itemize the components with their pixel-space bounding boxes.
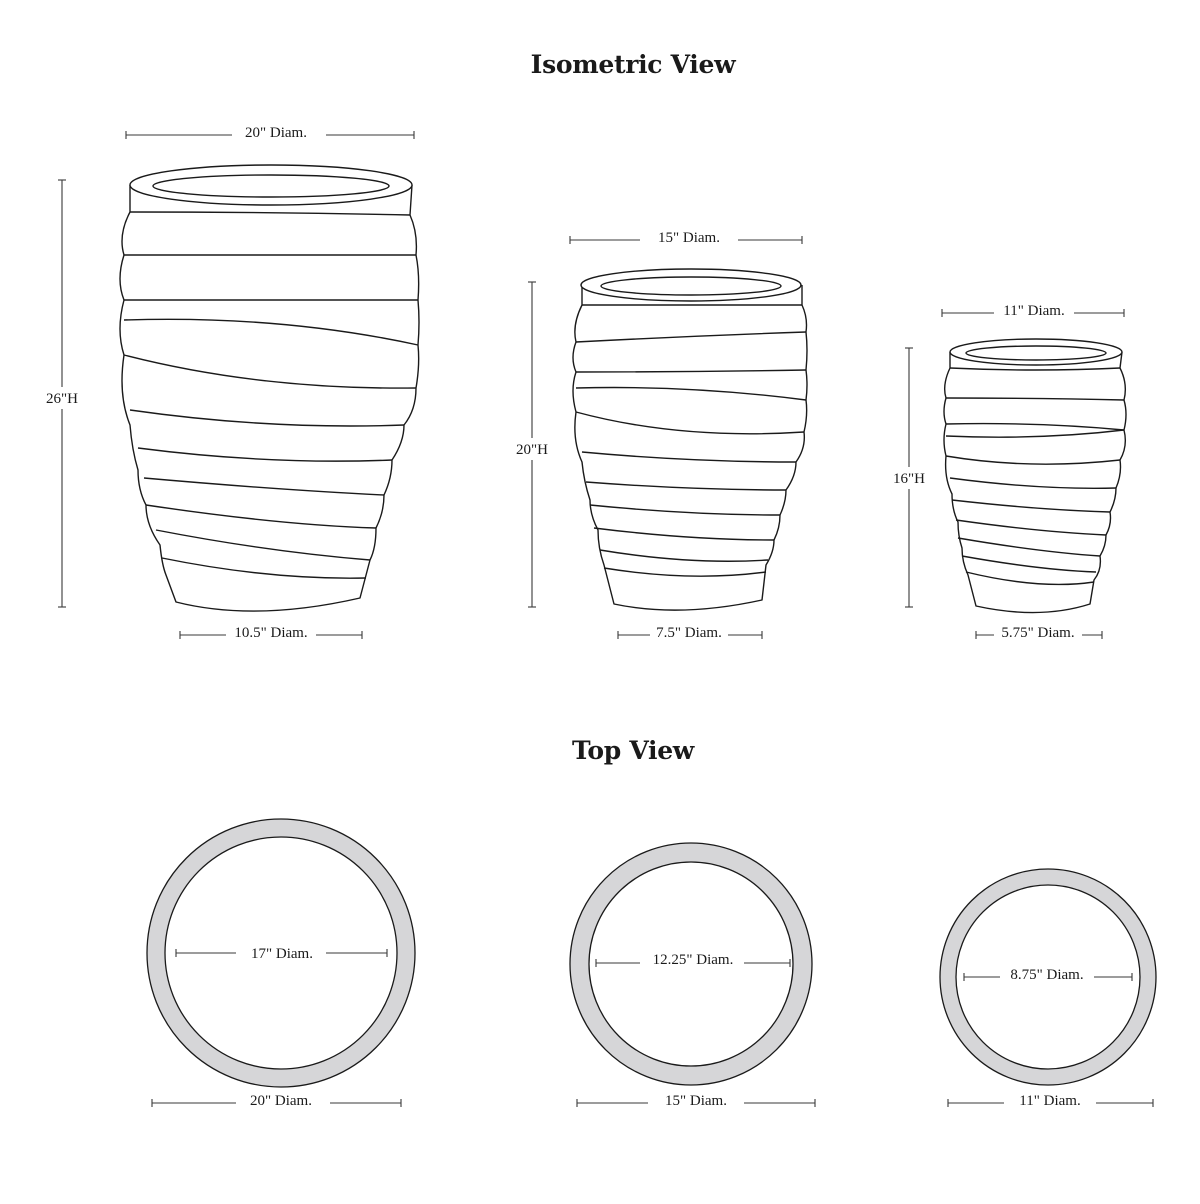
medium-top-diam-dimension — [570, 230, 802, 246]
planter-large-isometric — [46, 125, 419, 641]
small-base-diam-label: 5.75" Diam. — [1001, 625, 1075, 641]
large-base-diam-label: 10.5" Diam. — [234, 625, 308, 641]
small-base-diam-dimension — [976, 625, 1102, 641]
large-outer-diam-label: 20" Diam. — [250, 1093, 312, 1109]
small-rim — [950, 339, 1122, 365]
planter-medium-top-view — [570, 843, 815, 1109]
medium-height-dimension — [516, 282, 548, 607]
planter-medium-isometric — [516, 230, 807, 641]
medium-base-diam-label: 7.5" Diam. — [656, 625, 722, 641]
large-height-dimension — [46, 180, 78, 607]
large-outer-diam-dimension — [152, 1093, 401, 1109]
isometric-view-heading: Isometric View — [530, 50, 736, 79]
planter-small-top-view — [940, 869, 1156, 1109]
top-view-heading: Top View — [571, 736, 695, 765]
small-height-dimension — [893, 348, 925, 607]
large-body-outline — [120, 185, 419, 611]
small-top-diam-label: 11" Diam. — [1003, 303, 1065, 319]
large-base-diam-dimension — [180, 625, 362, 641]
small-top-diam-dimension — [942, 303, 1124, 319]
small-outer-diam-label: 11" Diam. — [1019, 1093, 1081, 1109]
small-outer-diam-dimension — [948, 1093, 1153, 1109]
small-inner-diam-label: 8.75" Diam. — [1010, 967, 1084, 983]
medium-base-diam-dimension — [618, 625, 762, 641]
large-top-diam-label: 20" Diam. — [245, 125, 307, 141]
large-top-diam-dimension — [126, 125, 414, 141]
large-rim — [130, 165, 412, 205]
large-inner-diam-label: 17" Diam. — [251, 946, 313, 962]
medium-outer-diam-dimension — [577, 1093, 815, 1109]
large-height-label: 26"H — [46, 391, 78, 407]
planter-large-top-view — [147, 819, 415, 1109]
medium-outer-diam-label: 15" Diam. — [665, 1093, 727, 1109]
medium-height-label: 20"H — [516, 442, 548, 458]
planter-small-isometric — [893, 303, 1126, 641]
medium-top-diam-label: 15" Diam. — [658, 230, 720, 246]
medium-rim — [581, 269, 801, 301]
small-height-label: 16"H — [893, 471, 925, 487]
medium-inner-diam-label: 12.25" Diam. — [652, 952, 734, 968]
